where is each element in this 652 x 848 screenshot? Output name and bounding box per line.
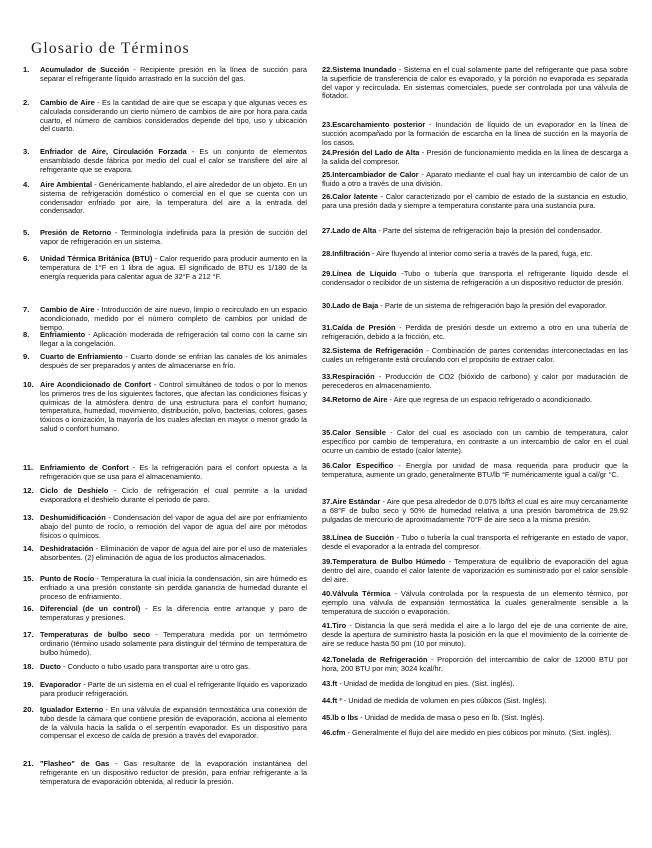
entry-definition: - Calor del cual es asociado con un cambio de temperatura, calor específico por cambio de temperatura, en contraste a un intercambio de calor en el cual ocurre un cambio de estado (calor latente). bbox=[322, 428, 628, 455]
entry-number: 12. bbox=[23, 486, 34, 495]
glossary-entry bbox=[322, 462, 628, 480]
entry-definition: - Parte del sistema de refrigeración bajo la presión del condensador. bbox=[376, 226, 602, 235]
entry-term: Temperatura de Bulbo Húmedo bbox=[332, 557, 446, 566]
entry-term: Lado de Baja bbox=[332, 301, 379, 310]
entry-definition: - Es la cantidad de aire que se escapa y que algunas veces es calculada considerando un cierto número de cambios de aire por hora para cada cuarto, el número de cambios considerados depende del tipo, uso y ubicación del cuarto. bbox=[40, 98, 307, 134]
glossary-entry bbox=[322, 66, 628, 101]
entry-term: Tonelada de Refrigeración bbox=[332, 655, 428, 664]
glossary-entry bbox=[322, 534, 628, 552]
entry-number: 21. bbox=[23, 759, 34, 768]
glossary-entry bbox=[23, 229, 307, 247]
entry-number: 42. bbox=[322, 655, 333, 664]
entry-number: 29. bbox=[322, 269, 333, 278]
entry-number: 37. bbox=[322, 497, 333, 506]
entry-number: 10. bbox=[23, 380, 34, 389]
entry-term: lb o lbs bbox=[332, 713, 359, 722]
entry-term: Aire Ambiental bbox=[40, 180, 93, 189]
glossary-entry bbox=[23, 706, 307, 741]
entry-definition: - Es la refrigeración para el confort opuesta a la refrigeración que se usa para el almacenamiento. bbox=[40, 463, 307, 481]
glossary-entry bbox=[23, 464, 307, 482]
entry-number: 22. bbox=[322, 65, 333, 74]
entry-term: Calor latente bbox=[332, 192, 378, 201]
glossary-entry bbox=[23, 631, 307, 657]
entry-definition: - Aire fluyendo al interior como sería a través de la pared, fuga, etc. bbox=[370, 249, 593, 258]
glossary-entry bbox=[322, 680, 628, 689]
entry-term: Deshidratación bbox=[40, 544, 94, 553]
entry-term: Cuarto de Enfriamiento bbox=[40, 352, 123, 361]
glossary-entry bbox=[322, 121, 628, 147]
entry-term: Enfriamiento bbox=[40, 330, 86, 339]
entry-number: 2. bbox=[23, 98, 30, 107]
entry-number: 5. bbox=[23, 228, 30, 237]
entry-definition: - Perdida de presión desde un extremo a otro en una tubería de refrigeración, debido a la fricción, etc. bbox=[322, 323, 628, 341]
entry-number: 8. bbox=[23, 330, 30, 339]
entry-definition: - Calor requerido para producir aumento en la temperatura de 1°F en 1 libra de agua. El significado de BTU es 1/180 de la energía requerida para calentar agua de 32°F a 212 °F. bbox=[40, 254, 307, 281]
glossary-entry bbox=[322, 498, 628, 524]
glossary-entry bbox=[322, 347, 628, 365]
entry-term: Temperaturas de bulbo seco bbox=[40, 630, 151, 639]
entry-number: 32. bbox=[322, 346, 333, 355]
entry-definition: - Presión de funcionamiento medida en la línea de descarga a la salida del compresor. bbox=[322, 148, 628, 166]
entry-definition: - Genéricamente hablando, el aire alrededor de un objeto. En un sistema de refrigeración doméstico o comercial en el que se cuenta con un condensador enfriado por aire, la temperatura del aire a la entrada del condensador. bbox=[40, 180, 307, 216]
glossary-entry bbox=[322, 714, 628, 723]
entry-definition: - Ciclo de refrigeración el cual permite a la unidad evaporadora el deshielo durante el periodo de paro. bbox=[40, 486, 308, 504]
entry-number: 24. bbox=[322, 148, 333, 157]
entry-number: 38. bbox=[322, 533, 333, 542]
entry-number: 27. bbox=[322, 226, 333, 235]
glossary-entry bbox=[23, 306, 307, 332]
glossary-entry bbox=[322, 324, 628, 342]
entry-definition: - Aparato mediante el cual hay un intercambio de calor de un fluido a otro a través de una división. bbox=[322, 170, 629, 188]
entry-definition: -Tubo o tubería que transporta el refrigerante líquido desde el condensador o recibidor de un sistema de refrigeración a un dispositivo reductor de presión. bbox=[322, 269, 628, 287]
entry-number: 7. bbox=[23, 305, 30, 314]
glossary-entry bbox=[322, 697, 628, 706]
glossary-entry bbox=[23, 331, 307, 349]
entry-number: 17. bbox=[23, 630, 34, 639]
entry-term: Ciclo de Deshielo bbox=[40, 486, 109, 495]
entry-number: 18. bbox=[23, 662, 34, 671]
entry-number: 15. bbox=[23, 574, 34, 583]
entry-term: Presión de Retorno bbox=[40, 228, 112, 237]
glossary-entry bbox=[322, 656, 628, 674]
entry-number: 13. bbox=[23, 513, 34, 522]
entry-number: 6. bbox=[23, 254, 30, 263]
glossary-entry bbox=[322, 429, 628, 455]
glossary-entry bbox=[322, 270, 628, 288]
entry-term: Caída de Presión bbox=[332, 323, 396, 332]
entry-number: 36. bbox=[322, 461, 333, 470]
entry-definition: - Temperatura la cual inicia la condensación, sin aire húmedo es enfriado a una presión constante sin perdida ganancia de humedad durante el proceso de enfriamiento. bbox=[40, 574, 307, 601]
page-title: Glosario de Términos bbox=[31, 40, 190, 57]
entry-number: 31. bbox=[322, 323, 333, 332]
entry-term: Igualador Externo bbox=[40, 705, 104, 714]
glossary-entry bbox=[23, 545, 307, 563]
entry-term: Cambio de Aire bbox=[40, 305, 95, 314]
entry-definition: - Temperatura medida por un termómetro ordinario (término usado solamente para distinguir del término de temperatura de bulbo húmedo). bbox=[40, 630, 307, 657]
entry-number: 34. bbox=[322, 395, 333, 404]
glossary-entry bbox=[23, 181, 307, 216]
entry-definition: - Unidad de medida de volumen en pies cúbicos (Sist. Inglés). bbox=[341, 696, 547, 705]
entry-definition: - Terminología indefinida para la presión de succión del vapor de refrigeración en un sistema. bbox=[40, 228, 308, 246]
entry-definition: - Sistema en el cual solamente parte del refrigerante que pasa sobre la superficie de transferencia de calor es evaporado, y la porción no evaporada es separada del vapor y recirculada. En sistemas comerciales, puede ser controlada por una válvula de flotador. bbox=[322, 65, 628, 101]
entry-number: 3. bbox=[23, 147, 30, 156]
glossary-entry bbox=[322, 227, 628, 236]
glossary-entry bbox=[23, 575, 307, 601]
entry-term: Calor Sensible bbox=[332, 428, 386, 437]
glossary-entry bbox=[23, 255, 307, 281]
entry-number: 9. bbox=[23, 352, 30, 361]
entry-term: Tiro bbox=[332, 621, 347, 630]
glossary-entry bbox=[322, 250, 628, 259]
entry-definition: - Condensación del vapor de agua del aire por enfriamiento abajo del punto de rocío, o remoción del vapor de agua del aire por métodos físicos o químicos. bbox=[40, 513, 307, 540]
glossary-entry bbox=[23, 148, 307, 174]
entry-definition: - Parte de un sistema en el cual el refrigerante líquido es vaporizado para producir refrigeración. bbox=[40, 680, 307, 698]
entry-number: 14. bbox=[23, 544, 34, 553]
glossary-entry bbox=[322, 171, 628, 189]
entry-term: cfm bbox=[332, 728, 346, 737]
entry-definition: - Recipiente presión en la línea de succión para separar el refrigerante líquido arrastrado en la succión del gas. bbox=[40, 65, 307, 83]
entry-number: 26. bbox=[322, 192, 333, 201]
entry-definition: - Unidad de medida de longitud en pies. (Sist. inglés). bbox=[337, 679, 515, 688]
entry-definition: - Conducto o tubo usado para transportar aire u otro gas. bbox=[60, 662, 250, 671]
entry-definition: - Introducción de aire nuevo, limpio o recirculado en un espacio acondicionado, medido por el número completo de cambios por unidad de tiempo. bbox=[40, 305, 307, 332]
entry-definition: - Aplicación moderada de refrigeración tal como con la carne sin llegar a la congelación. bbox=[40, 330, 307, 348]
entry-term: Punto de Rocío bbox=[40, 574, 95, 583]
entry-definition: - Aire que regresa de un espacio refrigerado o acondicionado. bbox=[387, 395, 593, 404]
entry-definition: - Unidad de medida de masa o peso en lb. (Sist. Inglés). bbox=[358, 713, 545, 722]
entry-number: 20. bbox=[23, 705, 34, 714]
entry-number: 35. bbox=[322, 428, 333, 437]
entry-definition: - Es la diferencia entre arranque y paro de temperaturas y presiones. bbox=[40, 604, 307, 622]
glossary-entry bbox=[23, 487, 307, 505]
entry-number: 1. bbox=[23, 65, 30, 74]
entry-term: Intercambiador de Calor bbox=[332, 170, 419, 179]
entry-definition: - Producción de CO2 (bióxido de carbono) y calor por maduración de perecederos en almacenamiento. bbox=[322, 372, 628, 390]
entry-term: Infiltración bbox=[332, 249, 371, 258]
entry-term: Válvula Térmica bbox=[332, 589, 391, 598]
entry-term: Lado de Alta bbox=[332, 226, 377, 235]
entry-number: 11. bbox=[23, 463, 34, 472]
entry-definition: - Calor caracterizado por el cambio de estado de la sustancia en estudio, para una presión dada y siempre a temperatura constante para una sustancia pura. bbox=[322, 192, 628, 210]
glossary-entry bbox=[322, 396, 628, 405]
entry-number: 33. bbox=[322, 372, 333, 381]
entry-number: 39. bbox=[322, 557, 333, 566]
entry-number: 28. bbox=[322, 249, 333, 258]
glossary-entry bbox=[322, 729, 628, 738]
entry-term: Línea de Succión bbox=[332, 533, 395, 542]
glossary-entry bbox=[322, 149, 628, 167]
glossary-entry bbox=[23, 66, 307, 84]
glossary-entry bbox=[322, 302, 628, 311]
entry-definition: - Gas resultante de la evaporación instantánea del refrigerante en un dispositivo reductor de presión, para enfriar refrigerante a la temperatura de evaporación obtenida, al reducir la presión. bbox=[40, 759, 307, 786]
entry-term: Respiración bbox=[332, 372, 375, 381]
entry-term: ft bbox=[332, 679, 338, 688]
entry-term: Cambio de Aire bbox=[40, 98, 95, 107]
entry-definition: - Es un conjunto de elementos ensamblado desde fábrica por medio del cual el calor se transfiere del aire al refrigerante que se evapora. bbox=[40, 147, 307, 174]
glossary-entry bbox=[322, 373, 628, 391]
entry-number: 44. bbox=[322, 696, 333, 705]
entry-term: Calor Específico bbox=[332, 461, 394, 470]
entry-term: Diferencial (de un control) bbox=[40, 604, 141, 613]
entry-term: Retorno de Aire bbox=[332, 395, 388, 404]
glossary-entry bbox=[23, 514, 307, 540]
entry-term: Evaporador bbox=[40, 680, 82, 689]
entry-term: Aire Estándar bbox=[332, 497, 381, 506]
entry-term: "Flasheo" de Gas bbox=[40, 759, 110, 768]
entry-term: ft ³ bbox=[332, 696, 342, 705]
entry-definition: - Válvula controlada por la respuesta de un elemento térmico, por ejemplo una válvula de expansión termostática la cuales generalmente sensible a la temperatura de succión o evaporación. bbox=[322, 589, 628, 616]
entry-definition: - Tubo o tubería la cual transporta el refrigerante en estado de vapor, desde el evaporador a la entrada del compresor. bbox=[322, 533, 628, 551]
entry-number: 40. bbox=[322, 589, 333, 598]
entry-number: 30. bbox=[322, 301, 333, 310]
entry-term: Presión del Lado de Alta bbox=[332, 148, 420, 157]
entry-term: Línea de Líquido bbox=[332, 269, 397, 278]
entry-definition: - Control simultáneo de todos o por lo menos los primeros tres de los siguientes factores, que afectan las condiciones físicas y químicas de la atmósfera dentro de una estructura para el confort humano; temperatura, humedad, movimiento, distribución, polvo, bacterias, colores, gases tóxicos o ionización, la mayoría de los cuales afectan en mayor o menor grado la salud o confort humano. bbox=[40, 380, 307, 433]
entry-term: Acumulador de Succión bbox=[40, 65, 129, 74]
entry-definition: - Generalmente el flujo del aire medido en pies cúbicos por minuto. (Sist. inglés). bbox=[345, 728, 612, 737]
entry-definition: - Combinación de partes contenidas interconectadas en las cuales un refrigerante está circulando con el propósito de extraer calor. bbox=[322, 346, 628, 364]
entry-definition: - En una válvula de expansión termostática una conexión de tubo desde la cámara que contiene presión de evaporación, acciona al elemento de la válvula hacia la salida o el serpentín evaporador. Es un dispositivo para compensar el exceso de caída de presión a través del evaporador. bbox=[40, 705, 307, 741]
entry-term: Escarchamiento posterior bbox=[332, 120, 426, 129]
entry-term: Sistema de Refrigeración bbox=[332, 346, 424, 355]
glossary-entry bbox=[23, 760, 307, 786]
entry-term: Enfriamiento de Confort bbox=[40, 463, 129, 472]
glossary-entry bbox=[23, 681, 307, 699]
entry-term: Sistema Inundado bbox=[332, 65, 397, 74]
entry-definition: - Proporción del intercambio de calor de 12000 BTU por hora, 200 BTU por min; 3024 kcal/hr. bbox=[322, 655, 628, 673]
glossary-entry bbox=[23, 663, 307, 672]
entry-number: 46. bbox=[322, 728, 333, 737]
glossary-entry bbox=[23, 353, 307, 371]
entry-number: 25. bbox=[322, 170, 333, 179]
entry-number: 45. bbox=[322, 713, 333, 722]
entry-number: 19. bbox=[23, 680, 34, 689]
entry-term: Unidad Térmica Británica (BTU) bbox=[40, 254, 153, 263]
entry-term: Ducto bbox=[40, 662, 61, 671]
entry-term: Deshumidificación bbox=[40, 513, 106, 522]
entry-definition: - Inundación de líquido de un evaporador en la línea de succión acompañado por la formación de escarcha en la línea de succión en la mayoría de los casos. bbox=[322, 120, 629, 147]
glossary-entry bbox=[23, 381, 307, 434]
glossary-entry bbox=[23, 605, 307, 623]
entry-definition: - Aire que pesa alrededor de 0.075 lb/ft3 el cual es aire muy cercanamente a 68°F de bulbo seco y 50% de humedad relativa a una presión barométrica de 29.92 pulgadas de mercurio de aproximadamente 70°F de aire seco a la misma presión. bbox=[322, 497, 629, 524]
glossary-entry bbox=[322, 590, 628, 616]
entry-definition: - Cuarto donde se enfrían las canales de los animales después de ser preparados y antes de almacenarse en frío. bbox=[40, 352, 307, 370]
entry-number: 4. bbox=[23, 180, 30, 189]
glossary-entry bbox=[322, 622, 628, 648]
entry-definition: - Parte de un sistema de refrigeración bajo la presión del evaporador. bbox=[378, 301, 608, 310]
entry-number: 23. bbox=[322, 120, 333, 129]
entry-number: 41. bbox=[322, 621, 333, 630]
glossary-entry bbox=[322, 558, 628, 584]
glossary-entry bbox=[322, 193, 628, 211]
entry-term: Enfriador de Aire, Circulación Forzada bbox=[40, 147, 187, 156]
entry-number: 43. bbox=[322, 679, 333, 688]
glossary-entry bbox=[23, 99, 307, 134]
entry-term: Aire Acondicionado de Confort bbox=[40, 380, 152, 389]
entry-number: 16. bbox=[23, 604, 34, 613]
entry-definition: - Temperatura de equilibrio de evaporación del agua dentro del aire, cuando el calor latente de vaporización es suministrado por el calor sensible del aire. bbox=[322, 557, 628, 584]
entry-definition: - Eliminación de vapor de agua del aire por el uso de materiales absorbentes. (2) eliminación de agua de los productos almacenados. bbox=[40, 544, 307, 562]
entry-definition: - Distancia la que será medida el aire a lo largo del eje de una corriente de aire, desde la apertura de suministro hasta la posición en la que el movimiento de la corriente de aire se reduce hasta 50 pm (10 por minuto). bbox=[322, 621, 628, 648]
entry-definition: - Energía por unidad de masa requerida para producir que la temperatura, aumente un grado, generalmente BTU/lb °F numéricamente igual a cal/gr °C. bbox=[322, 461, 629, 479]
